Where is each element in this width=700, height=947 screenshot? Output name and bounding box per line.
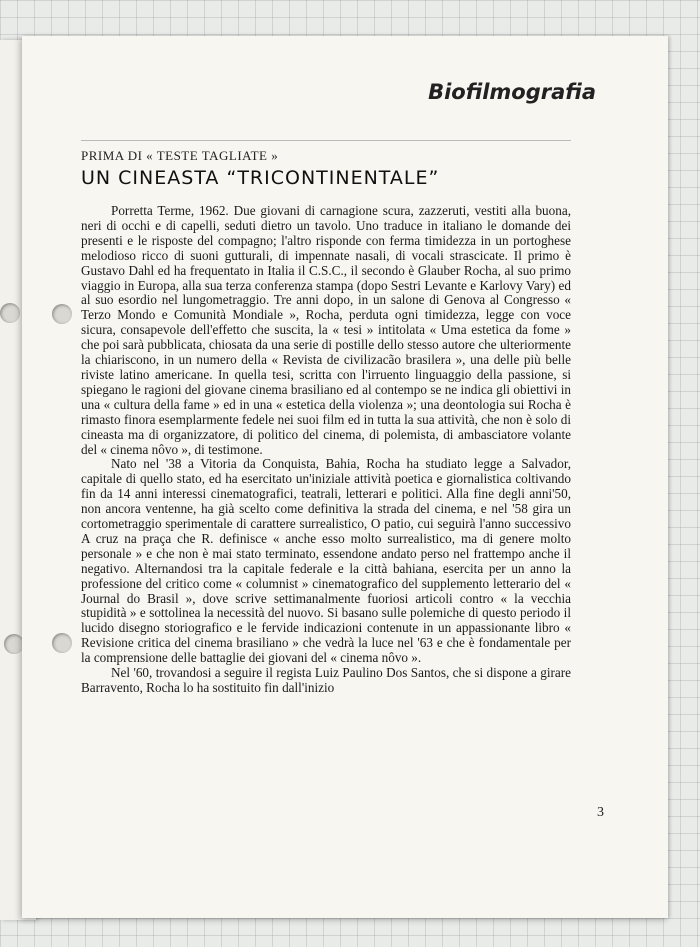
page-punch-hole-bottom bbox=[52, 633, 72, 653]
article-headline: UN CINEASTA “TRICONTINENTALE” bbox=[81, 167, 440, 189]
section-title: Biofilmografia bbox=[428, 80, 596, 104]
punch-hole-bottom bbox=[4, 634, 24, 654]
page-punch-hole-top bbox=[52, 304, 72, 324]
header-divider bbox=[81, 140, 571, 141]
paragraph-2: Nato nel '38 a Vitoria da Conquista, Bahia, Rocha ha studiato legge a Salvador, capitale di quello stato, ed ha esercitato un'iniziale attività poetica e giornalistica coltivando fin da 14 anni interessi cinematografici, teatrali, letterari e politici. Alla fine degli anni'50, non ancora ventenne, ha già scelto come definitiva la strada del cinema, e nel '58 gira un cortometraggio sperimentale di carattere surrealistico, O patio, cui seguirà l'anno successivo A cruz na praça che R. definisce « anche esso molto surrealistico, ma di genere molto personale » e che non è mai stato terminato, essendone andato perso nel frattempo anche il negativo. Alternandosi tra la capitale federale e la città bahiana, esercita per un anno la professione del critico come « columnist » cinematografico del supplemento letterario del « Journal do Brasil », dove scrive settimanalmente fuoriosi articoli contro « la vecchia stupidità » e sottolinea la necessità del nuovo. Si basano sulle polemiche di questo periodo il lucido disegno storiografico e le fervide indicazioni contenute in un appassionante libro « Revisione critica del cinema brasiliano » che vedrà la luce nel '63 e che è fondamentale per la comprensione delle battaglie dei giovani del « cinema nôvo ». bbox=[81, 456, 571, 666]
paragraph-1: Porretta Terme, 1962. Due giovani di carnagione scura, zazzeruti, vestiti alla buona, neri di occhi e di capelli, seduti dietro un tavolo. Uno traduce in italiano le domande dei presenti e le risposte del compagno; l'altro risponde con ferma timidezza in un portoghese melodioso ricco di suoni gutturali, di impennate nasali, di vocali strascicate. Il primo è Gustavo Dahl ed ha frequentato in Italia il C.S.C., il secondo è Glauber Rocha, al suo primo viaggio in Europa, alla sua terza conferenza stampa (dopo Sestri Levante e Karlovy Vary) ed al suo esordio nel lungometraggio. Tre anni dopo, in un salone di Genova al Congresso « Terzo Mondo e Comunità Mondiale », Rocha, perduta ogni timidezza, legge con voce sicura, consapevole dell'effetto che suscita, la « tesi » intitolata « Uma estetica da fome » che poi sarà pubblicata, chiosata da una serie di postille dello stesso autore che ulteriormente la chiariscono, in un numero della « Revista de civilizacão brasilera », una delle più belle riviste latino americane. In quella tesi, scritta con l'irruento linguaggio della passione, si spiegano le ragioni del giovane cinema brasiliano ed al contempo se ne indica gli obiettivi in una « cultura della fame » ed in una « estetica della violenza »; una deontologia sui Rocha è rimasto finora esemplarmente fedele nei suoi film ed in tutta la sua attività, che non è solo di cineasta ma di organizzatore, di politico del cinema, di polemista, di ambasciatore volante del « cinema nôvo », di testimone. bbox=[81, 203, 571, 457]
paragraph-3: Nel '60, trovandosi a seguire il regista Luiz Paulino Dos Santos, che si dispone a girare Barravento, Rocha lo ha sostituito fin dall'inizio bbox=[81, 665, 571, 695]
article-body bbox=[81, 204, 571, 696]
punch-hole-top bbox=[0, 303, 20, 323]
article-kicker: PRIMA DI « TESTE TAGLIATE » bbox=[81, 148, 279, 163]
page-number: 3 bbox=[597, 805, 604, 820]
